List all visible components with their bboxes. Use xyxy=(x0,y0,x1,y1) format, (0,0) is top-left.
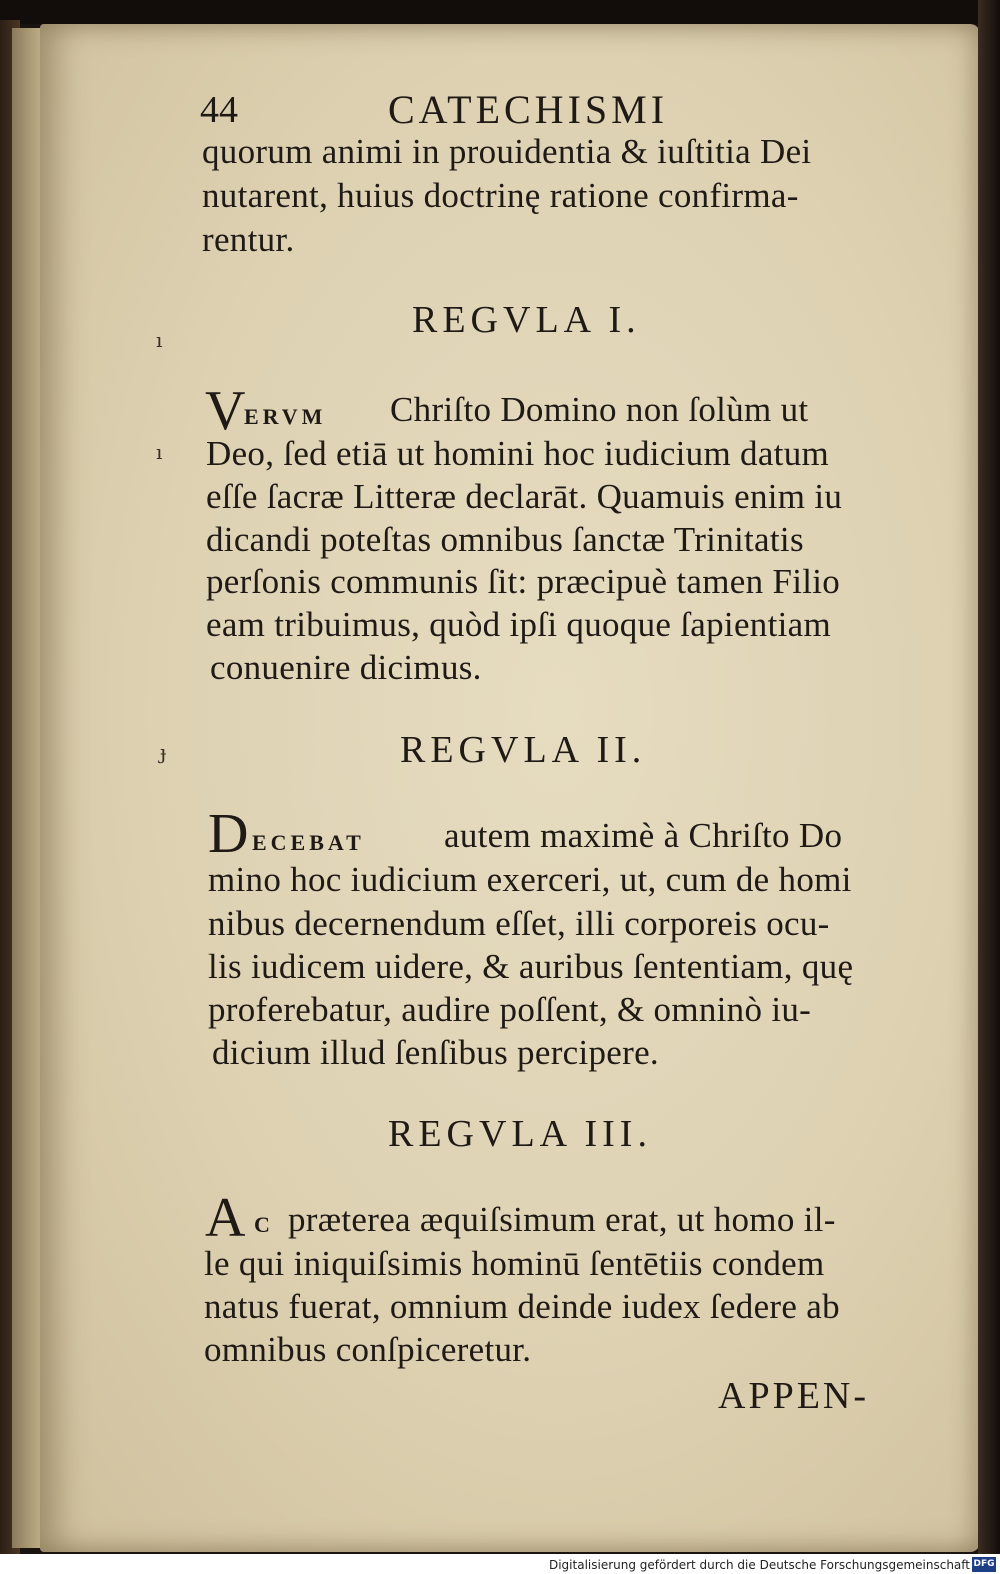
dfg-logo: DFG xyxy=(972,1557,996,1572)
text-line: dicandi poteſtas omnibus ſanctæ Trinitatis xyxy=(206,520,804,559)
text-line: perſonis communis ſit: præcipuè tamen Filio xyxy=(206,562,841,601)
intro-line: quorum animi in prouidentia & iuſtitia Dei xyxy=(202,132,812,171)
section-heading: REGVLA II. xyxy=(400,729,647,771)
margin-mark: ı xyxy=(156,328,163,352)
text-line: le qui iniquiſsimis hominū ſentētiis condem xyxy=(204,1244,825,1283)
section-heading: REGVLA I. xyxy=(412,299,641,341)
section-heading: REGVLA III. xyxy=(388,1113,652,1155)
opening-smallcaps: ERVM xyxy=(244,404,327,429)
running-title: CATECHISMI xyxy=(388,87,669,132)
text-line: lis iudicem uidere, & auribus ſententiam, quę xyxy=(208,947,854,986)
opening-smallcaps: ECEBAT xyxy=(252,830,365,855)
opening-smallcaps: C xyxy=(254,1212,274,1237)
text-line: dicium illud ſenſibus percipere. xyxy=(212,1033,659,1072)
text-line: eſſe ſacræ Litteræ declarāt. Quamuis enim iu xyxy=(206,477,843,516)
text-line: Deo, ſed etiā ut homini hoc iudicium datum xyxy=(206,434,830,473)
intro-line: rentur. xyxy=(202,220,295,259)
funding-credit: Digitalisierung gefördert durch die Deutsche Forschungsgemeinschaft xyxy=(548,1558,970,1572)
page-number: 44 xyxy=(200,89,238,131)
drop-cap: V xyxy=(205,380,246,442)
text-line: proferebatur, audire poſſent, & omninò iu- xyxy=(208,990,812,1029)
text-line: nibus decernendum eſſet, illi corporeis ocu- xyxy=(208,904,830,943)
intro-line: nutarent, huius doctrinę ratione confirma- xyxy=(202,176,799,215)
scan-top-border xyxy=(0,0,1000,24)
book-right-edge xyxy=(978,0,1000,1560)
text-line: autem maximè à Chriſto Do xyxy=(444,816,843,855)
catchword: APPEN- xyxy=(718,1375,870,1417)
margin-mark: ɟ xyxy=(160,740,167,764)
text-line: Chriſto Domino non ſolùm ut xyxy=(390,390,809,429)
text-line: omnibus conſpiceretur. xyxy=(204,1330,532,1369)
text-line: mino hoc iudicium exerceri, ut, cum de homi xyxy=(208,860,852,899)
text-line: natus fuerat, omnium deinde iudex ſedere ab xyxy=(204,1287,840,1326)
drop-cap: D xyxy=(208,803,249,865)
text-line: eam tribuimus, quòd ipſi quoque ſapientiam xyxy=(206,605,831,644)
text-line: præterea æquiſsimum erat, ut homo il- xyxy=(288,1200,836,1239)
text-line: conuenire dicimus. xyxy=(210,648,482,687)
drop-cap: A xyxy=(205,1187,246,1249)
margin-mark: ı xyxy=(156,440,163,464)
